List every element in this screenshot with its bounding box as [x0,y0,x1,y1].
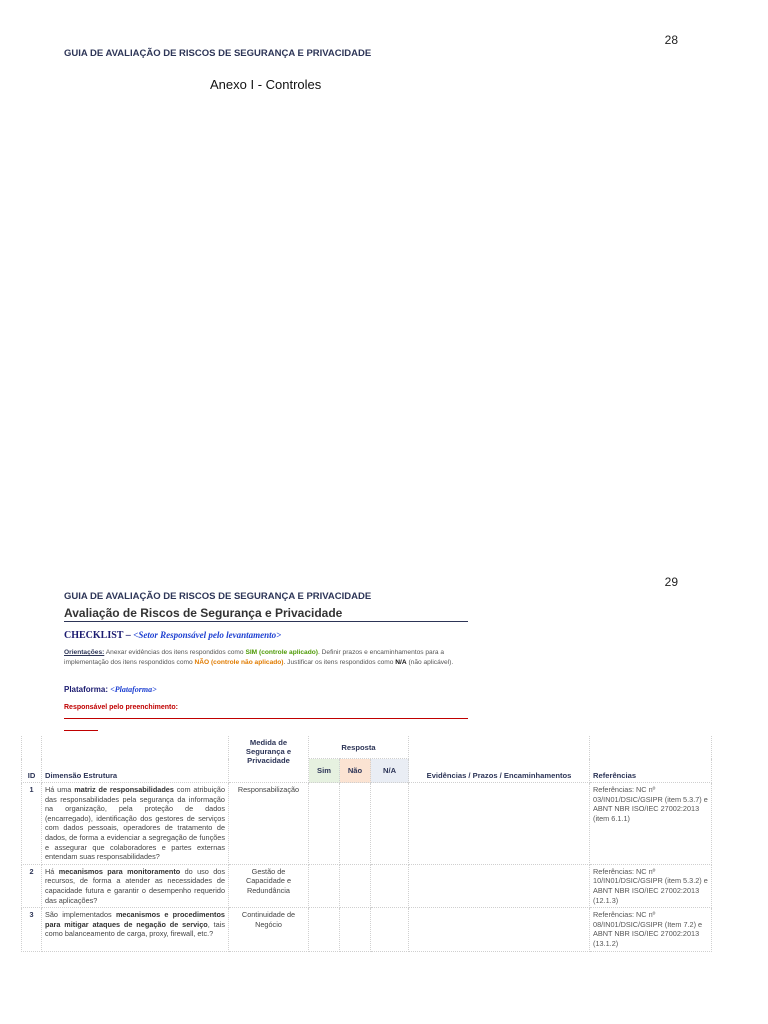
checklist-table [21,736,712,952]
col-header-dimensao: Dimensão Estrutura [42,736,229,783]
orientacoes-part: . Definir prazos e encaminhamentos para a implementação dos itens respondidos como [64,649,445,666]
orientacoes-part: (não aplicável). [406,658,454,666]
row-nao-cell[interactable] [340,864,371,907]
col-header-resposta: Resposta [309,736,409,759]
plataforma-line [64,685,157,694]
row-medida: Continuidade de Negócio [229,908,309,951]
page-number: 28 [664,33,678,47]
col-header-referencias: Referências [590,736,712,783]
annex-title: Anexo I - Controles [210,77,322,92]
responsavel-fill-line-end [64,730,98,731]
row-sim-cell[interactable] [309,783,340,865]
plataforma-label: Plataforma: [64,685,111,694]
row-id: 1 [22,783,42,865]
row-text: com atribuição das responsabilidades pela segurança da informação na organização, pela proteção de dados (encarregado), identificação dos gestores de serviços com dados pessoais, operadores de tratamento de dados, de forma a evidenciar a segregação de funções e assegurar que colaboradores e partes externas entendam suas responsabilidades? [45,785,225,862]
col-header-evidencias: Evidências / Prazos / Encaminhamentos [409,736,590,783]
col-header-medida: Medida de Segurança e Privacidade [229,736,309,783]
row-referencias: Referências: NC nº 03/IN01/DSIC/GSIPR (item 5.3.7) e ABNT NBR ISO/IEC 27002:2013 (item 6.1.1) [590,783,712,865]
row-nao-cell[interactable] [340,908,371,951]
row-evidencias-cell[interactable] [409,783,590,865]
row-nao-cell[interactable] [340,783,371,865]
responsavel-fill-line [64,718,468,719]
row-id: 3 [22,908,42,951]
col-header-na: N/A [371,759,409,783]
col-header-id: ID [22,736,42,783]
document-header: GUIA DE AVALIAÇÃO DE RISCOS DE SEGURANÇA E PRIVACIDADE [64,591,372,602]
row-dimensao [42,908,229,951]
table-row [22,864,712,907]
nao-label: NÃO (controle não aplicado) [194,658,284,666]
col-header-sim: Sim [309,759,340,783]
row-text: Há uma [45,785,75,794]
row-evidencias-cell[interactable] [409,864,590,907]
document-header: GUIA DE AVALIAÇÃO DE RISCOS DE SEGURANÇA E PRIVACIDADE [64,48,372,59]
responsavel-label: Responsável pelo preenchimento: [64,704,178,711]
orientacoes-part: . Justificar os itens respondidos como [283,658,396,666]
row-na-cell[interactable] [371,908,409,951]
plataforma-value: <Plataforma> [110,685,157,694]
orientacoes-label: Orientações: [64,649,105,656]
row-evidencias-cell[interactable] [409,908,590,951]
row-text: , tais como balanceamento de carga, proxy, firewall, etc.? [45,919,225,939]
row-dimensao [42,783,229,865]
checklist-sector: <Setor Responsável pelo levantamento> [133,630,282,640]
page-number: 29 [664,575,678,589]
sim-label: SIM (controle aplicado) [245,649,318,656]
row-text-bold: matriz de responsabilidades [74,785,174,794]
table-row [22,908,712,951]
row-referencias: Referências: NC nº 08/IN01/DSIC/GSIPR (Item 7.2) e ABNT NBR ISO/IEC 27002:2013 (13.1.2) [590,908,712,951]
row-text-bold: mecanismos e procedimentos para mitigar ataques de negação de serviço [45,910,225,929]
orientacoes-part: Anexar evidências dos itens respondidos como [104,649,246,656]
row-text: do uso dos recursos, de forma a atender as necessidades de capacidade futura e garantir o desempenho requerido das aplicações? [45,866,226,905]
row-text: Há [45,866,59,876]
row-text-bold: mecanismos para monitoramento [58,866,181,876]
col-header-nao: Não [340,759,371,783]
row-medida: Responsabilização [229,783,309,865]
row-text: São implementados [45,910,116,920]
orientacoes-text [64,648,468,667]
row-referencias: Referências: NC nº 10/IN01/DSIC/GSIPR (item 5.3.2) e ABNT NBR ISO/IEC 27002:2013 (12.1.3) [590,864,712,907]
section-title: Avaliação de Riscos de Segurança e Privacidade [64,606,468,622]
table-row [22,783,712,865]
row-medida: Gestão de Capacidade e Redundância [229,864,309,907]
row-sim-cell[interactable] [309,908,340,951]
row-id: 2 [22,864,42,907]
row-na-cell[interactable] [371,864,409,907]
row-na-cell[interactable] [371,783,409,865]
checklist-label: CHECKLIST – [64,630,134,641]
checklist-line [64,630,281,641]
na-label: N/A [395,658,407,666]
row-sim-cell[interactable] [309,864,340,907]
row-dimensao [42,864,229,907]
